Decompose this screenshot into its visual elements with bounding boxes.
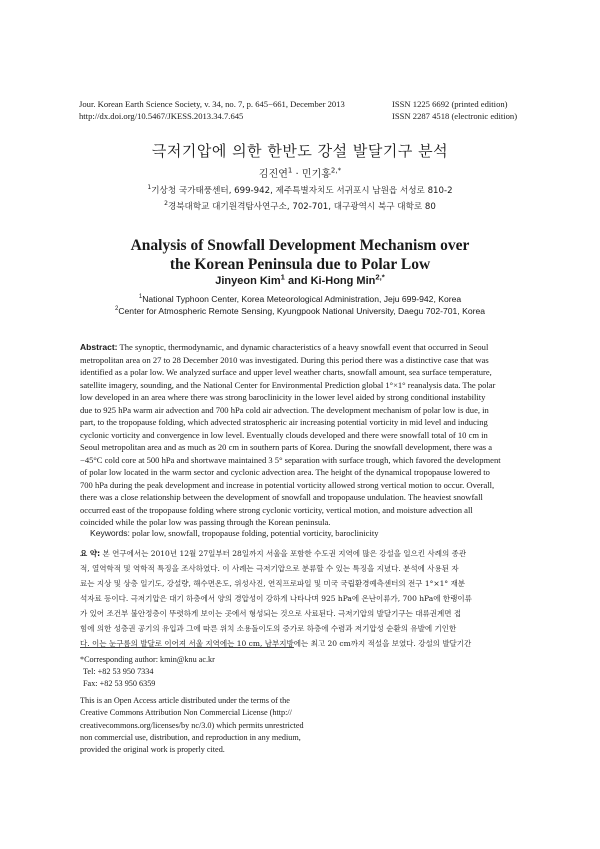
abstract-line: cyclonic vorticity and convergence in low level. Eventually clouds developed and there were snowfall total of 10 cm in bbox=[80, 429, 488, 440]
abstract-line-text: The synoptic, thermodynamic, and dynamic characteristics of a heavy snowfall event that occurred in Seoul bbox=[117, 342, 489, 352]
license-line: non commercial use, distribution, and reproduction in any medium, bbox=[80, 732, 301, 742]
abstract-line: of polar low located in the warm sector and cyclonic advection area. The height of the dynamical tropopause lowered to bbox=[80, 467, 490, 477]
issn-print: ISSN 1225 6692 (printed edition) bbox=[392, 99, 508, 109]
english-affiliation-2 bbox=[0, 305, 600, 317]
english-aff1-text: National Typhoon Center, Korea Meteorological Administration, Jeju 699-942, Korea bbox=[142, 294, 462, 304]
abstract-line: identified as a polar low. We analyzed surface and upper level weather charts, snowfall amount, sea surface temperature, bbox=[80, 367, 492, 377]
corresponding-email: *Corresponding author: kmin@knu ac.kr bbox=[80, 655, 215, 664]
journal-citation bbox=[79, 98, 345, 122]
english-affiliation-1 bbox=[0, 293, 600, 305]
summary-line: 힘에 의한 성층권 공기의 유입과 그에 따른 위치 소용돌이도의 증가로 하층에 수렴과 저기압성 순환의 유발에 기인한 bbox=[80, 624, 457, 633]
english-author-1: Jinyeon Kim bbox=[215, 275, 281, 287]
keywords-text: polar low, snowfall, tropopause folding, potential vorticity, baroclinicity bbox=[129, 528, 379, 538]
korean-author-separator: · bbox=[292, 169, 302, 180]
abstract-line: satellite imagery, sounding, and the National Center for Environmental Prediction global 1°×1° reanalysis data. The polar bbox=[80, 379, 496, 390]
issn-block bbox=[392, 98, 517, 122]
english-aff1-sup: 1 bbox=[138, 294, 143, 301]
abstract-line bbox=[80, 341, 519, 354]
abstract-line: coincided while the polar low was passing through the Korean peninsula. bbox=[80, 517, 331, 527]
abstract bbox=[80, 341, 519, 529]
abstract-line: low developed in an area where there was strong baroclinicity in the lower level aided by strong conditional instability bbox=[80, 392, 486, 402]
english-authors bbox=[0, 272, 600, 287]
keywords bbox=[90, 528, 510, 538]
abstract-label: Abstract: bbox=[80, 342, 118, 352]
corresponding-tel: Tel: +82 53 950 7334 bbox=[83, 667, 154, 676]
summary-label: 요 약: bbox=[80, 549, 101, 558]
summary-line: 적, 열역학적 및 역학적 특징을 조사하였다. 이 사례는 극저기압으로 분류할 수 있는 특징을 지녔다. 분석에 사용된 자 bbox=[80, 564, 459, 573]
korean-author-1-sup: 1 bbox=[287, 166, 293, 175]
korean-author-1: 김진연 bbox=[258, 169, 288, 180]
korean-aff1-sup: 1 bbox=[147, 184, 152, 192]
corresponding-author bbox=[80, 654, 215, 690]
korean-authors bbox=[0, 165, 600, 180]
english-aff2-text: Center for Atmospheric Remote Sensing, Kyungpook National University, Daegu 702-701, Korea bbox=[118, 306, 486, 316]
corresponding-fax: Fax: +82 53 950 6359 bbox=[83, 679, 156, 688]
summary-line bbox=[80, 546, 519, 561]
english-author-2-sup: 2,* bbox=[375, 272, 385, 282]
abstract-line: part, to the tropopause folding, which advected stratospheric air increasing potential vorticity in mid level and inducing bbox=[80, 417, 488, 427]
korean-affiliation-2 bbox=[0, 199, 600, 215]
english-affiliations bbox=[0, 293, 600, 317]
journal-line: Jour. Korean Earth Science Society, v. 34, no. 7, p. 645−661, December 2013 bbox=[79, 99, 345, 109]
korean-affiliations bbox=[0, 183, 600, 215]
korean-aff2-sup: 2 bbox=[164, 200, 168, 208]
korean-summary bbox=[80, 546, 519, 651]
english-aff2-sup: 2 bbox=[114, 306, 119, 313]
summary-line: 료는 지상 및 상층 일기도, 강설량, 해수면온도, 위성사진, 연직프로파일 및 미국 국립환경예측센터의 전구 1°×1° 재분 bbox=[80, 579, 466, 588]
footnote-divider bbox=[80, 647, 294, 648]
issn-electronic: ISSN 2287 4518 (electronic edition) bbox=[392, 111, 518, 121]
english-title bbox=[0, 236, 600, 274]
english-author-1-sup: 1 bbox=[280, 272, 285, 282]
abstract-line: Seoul metropolitan area and as much as 20 cm in southern parts of Korea. During the snowfall development, there was a bbox=[80, 442, 493, 452]
abstract-line: metropolitan area on 27 to 28 December 2010 was investigated. During this period there was a distinctive case that was bbox=[80, 354, 489, 365]
abstract-line: 700 hPa during the peak development and increase in potential vorticity allowed strong vertical motion to occur. Overall, bbox=[80, 479, 495, 490]
korean-aff2-text: 경북대학교 대기원격탐사연구소, 702-701, 대구광역시 북구 대학로 80 bbox=[167, 202, 436, 212]
korean-affiliation-1 bbox=[0, 183, 600, 199]
summary-line: 다. 이는 눈구름의 발달로 이어져 서울 지역에는 10 cm, 남부지방에는 최고 20 cm까지 적설을 보였다. 강설의 발달기간 bbox=[80, 639, 472, 648]
korean-title: 극저기압에 의한 한반도 강설 발달기구 분석 bbox=[151, 142, 449, 160]
korean-author-2: 민기홍 bbox=[301, 169, 331, 180]
license-line: provided the original work is properly cited. bbox=[80, 745, 225, 755]
english-title-line-2: the Korean Peninsula due to Polar Low bbox=[169, 256, 431, 273]
summary-line: 석자료 등이다. 극저기압은 대기 하층에서 양의 경압성이 강하게 나타나며 925 hPa에 온난이류가, 700 hPa에 한랭이류 bbox=[80, 594, 472, 603]
license-line: creativecommons.org/licenses/by nc/3.0) which permits unrestricted bbox=[80, 720, 304, 730]
abstract-line: −45°C cold core at 500 hPa and shortwave maintained 3 5° separation with surface trough, which favored the development bbox=[80, 454, 501, 465]
doi-link[interactable]: http://dx.doi.org/10.5467/JKESS.2013.34.7.645 bbox=[79, 111, 244, 121]
keywords-label: Keywords: bbox=[90, 528, 130, 538]
english-author-2: Ki-Hong Min bbox=[310, 275, 376, 287]
korean-author-2-sup: 2,* bbox=[330, 166, 342, 175]
abstract-line: there was a close relationship between the development of snowfall and tropopause undulation. The heaviest snowfall bbox=[80, 492, 483, 502]
summary-line-text: 본 연구에서는 2010년 12월 27일부터 28일까지 서울을 포함한 수도권 지역에 많은 강설을 일으킨 사례의 종관 bbox=[100, 549, 467, 558]
license-notice bbox=[80, 695, 304, 756]
english-title-line-1: Analysis of Snowfall Development Mechanism over bbox=[130, 237, 470, 254]
english-author-and: and bbox=[284, 275, 311, 287]
summary-line: 가 있어 조건부 불안정층이 뚜렷하게 보이는 곳에서 형성되는 것으로 사료된다. 극저기압의 발달기구는 대류권계면 접 bbox=[80, 609, 462, 618]
license-line: Creative Commons Attribution Non Commercial License (http:// bbox=[80, 708, 292, 718]
abstract-line: occurred east of the tropopause folding where strong cyclonic vorticity, vertical motion, and moisture advection all bbox=[80, 504, 473, 515]
korean-aff1-text: 기상청 국가태풍센터, 699-942, 제주특별자치도 서귀포시 남원읍 서성로 810-2 bbox=[151, 186, 453, 196]
abstract-line: due to 925 hPa warm air advection and 700 hPa cold air advection. The development mechanism of polar low is due, in bbox=[80, 404, 489, 415]
license-line: This is an Open Access article distributed under the terms of the bbox=[80, 696, 290, 705]
